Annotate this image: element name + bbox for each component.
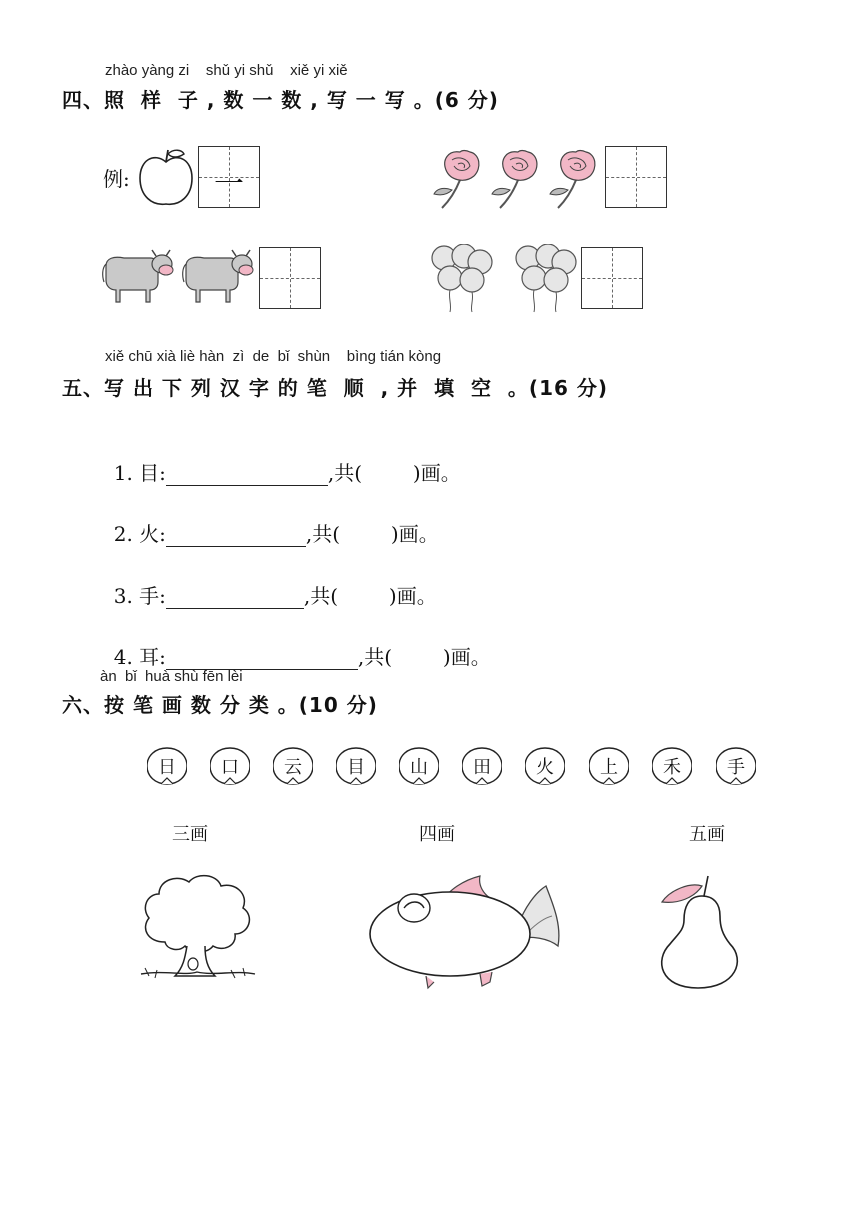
example-label: 例:: [103, 167, 130, 191]
section6-title: 六、按 笔 画 数 分 类 。(10 分): [62, 693, 378, 717]
char-card[interactable]: [462, 746, 502, 786]
stroke-count-tail: ,共( )画。: [303, 584, 437, 608]
section4-title: 四、照 样 子 , 数 一 数 , 写 一 写 。(6 分): [62, 88, 499, 112]
char-card[interactable]: [716, 746, 756, 786]
char-label: 上: [600, 757, 618, 778]
stroke-item-label: 4. 耳:: [113, 645, 166, 669]
char-card[interactable]: [210, 746, 250, 786]
char-card[interactable]: [399, 746, 439, 786]
roses-icon: [430, 146, 606, 210]
stroke-count-tail: ,共( )画。: [357, 645, 491, 669]
category-three: 三画: [172, 824, 208, 845]
stroke-item-3: [101, 556, 437, 609]
stroke-order-blank[interactable]: [166, 524, 306, 547]
stroke-count-tail: ,共( )画。: [305, 522, 439, 546]
stroke-item-4: [101, 617, 491, 670]
stroke-order-blank[interactable]: [166, 586, 304, 609]
char-card[interactable]: [147, 746, 187, 786]
stroke-item-1: [101, 433, 461, 486]
apple-icon: [136, 146, 196, 210]
stroke-count-tail: ,共( )画。: [327, 461, 461, 485]
char-label: 山: [410, 757, 428, 778]
example-answer: 一: [214, 167, 244, 202]
fish-icon[interactable]: [368, 872, 564, 994]
cows-answer-box[interactable]: [259, 247, 321, 309]
stroke-item-label: 1. 目:: [113, 461, 166, 485]
char-label: 田: [473, 757, 491, 778]
cows-icon: [100, 248, 260, 308]
char-label: 手: [727, 757, 745, 778]
section4-pinyin: zhào yàng zi shǔ yi shǔ xiě yi xiě: [105, 62, 348, 79]
stroke-item-label: 2. 火:: [113, 522, 166, 546]
char-card[interactable]: [525, 746, 565, 786]
category-five: 五画: [689, 824, 725, 845]
balloons-answer-box[interactable]: [581, 247, 643, 309]
char-label: 日: [158, 757, 176, 778]
tree-icon[interactable]: [135, 872, 259, 996]
section5-pinyin: xiě chū xià liè hàn zì de bǐ shùn bìng tián kòng: [105, 348, 442, 365]
stroke-item-label: 3. 手:: [113, 584, 166, 608]
section6-pinyin: àn bǐ huà shù fēn lèi: [100, 668, 243, 685]
char-card[interactable]: [589, 746, 629, 786]
char-label: 云: [284, 757, 302, 778]
pear-icon[interactable]: [650, 872, 750, 992]
stroke-order-blank[interactable]: [166, 463, 328, 486]
example-answer-box: [198, 146, 260, 208]
category-four: 四画: [419, 824, 455, 845]
stroke-order-blank[interactable]: [166, 647, 358, 670]
roses-answer-box[interactable]: [605, 146, 667, 208]
char-label: 火: [536, 757, 554, 778]
char-card[interactable]: [273, 746, 313, 786]
char-label: 禾: [663, 757, 681, 778]
balloons-icon: [428, 244, 578, 316]
char-card[interactable]: [336, 746, 376, 786]
stroke-item-2: [101, 494, 439, 547]
char-card[interactable]: [652, 746, 692, 786]
char-label: 目: [347, 757, 365, 778]
char-label: 口: [221, 757, 239, 778]
section5-title: 五、写 出 下 列 汉 字 的 笔 顺 , 并 填 空 。(16 分): [62, 376, 609, 400]
